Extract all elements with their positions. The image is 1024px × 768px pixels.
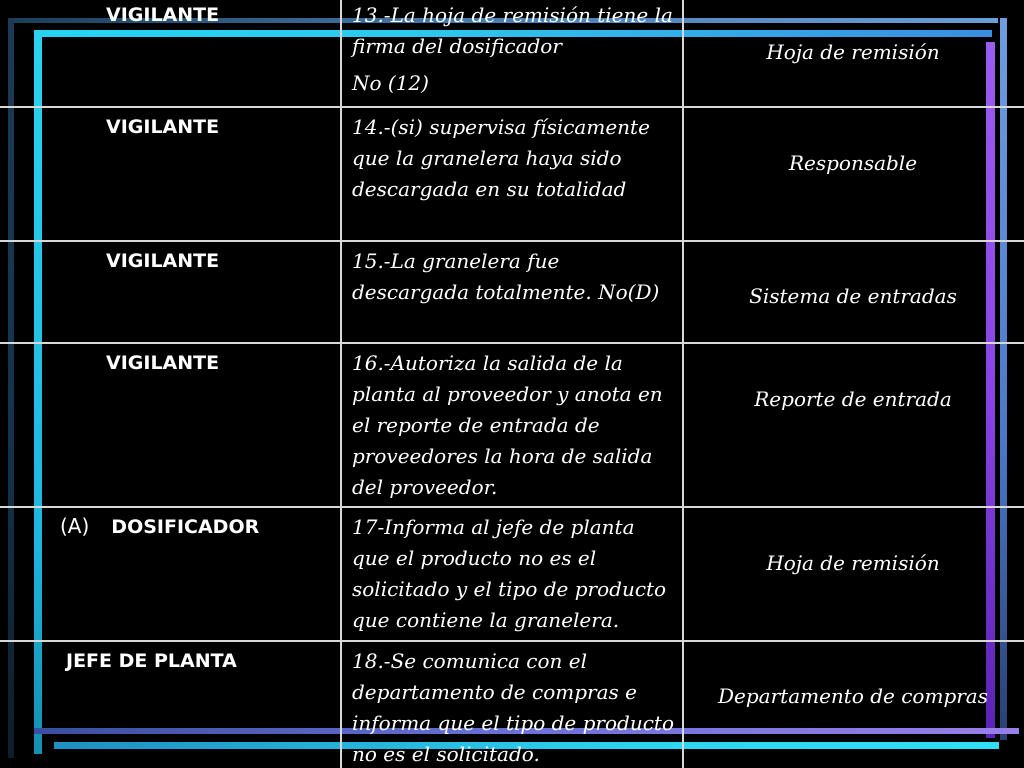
column-divider [682, 0, 684, 768]
frame-bar-left-outer [8, 18, 14, 758]
frame-bar-right-outer [1000, 18, 1007, 740]
actor-name: DOSIFICADOR [111, 516, 260, 538]
step-cell: 15.-La granelera fue descargada totalmente. No(D) [352, 249, 660, 304]
actor-cell: VIGILANTE [106, 116, 220, 138]
actor-cell: VIGILANTE [106, 352, 220, 374]
row-divider [0, 106, 1024, 108]
step-cell: 17-Informa al jefe de planta que el producto no es el solicitado y el tipo de producto que contiene la granelera. [352, 515, 667, 632]
row-divider [0, 506, 1024, 508]
actor-cell: JEFE DE PLANTA [66, 650, 237, 672]
step-text: 13.-La hoja de remisión tiene la firma del dosificador [352, 3, 673, 58]
frame-bar-left-inner [34, 30, 42, 754]
document-cell: Hoja de remisión [766, 551, 940, 575]
step-cell [352, 0, 678, 99]
step-extra-text: No (12) [352, 71, 429, 95]
row-divider [0, 342, 1024, 344]
column-divider [340, 0, 342, 768]
document-cell: Reporte de entrada [754, 387, 952, 411]
actor-cell: VIGILANTE [106, 250, 220, 272]
actor-cell [60, 514, 259, 538]
step-cell: 14.-(si) supervisa físicamente que la granelera haya sido descargada en su totalidad [352, 115, 650, 201]
document-cell: Responsable [788, 151, 918, 175]
row-divider [0, 240, 1024, 242]
step-cell: 16.-Autoriza la salida de la planta al proveedor y anota en el reporte de entrada de proveedores la hora de salida del proveedor. [352, 351, 663, 499]
decision-marker: (A) [60, 514, 90, 538]
row-divider [0, 640, 1024, 642]
actor-cell: VIGILANTE [106, 4, 220, 26]
document-cell: Sistema de entradas [749, 284, 957, 308]
step-cell: 18.-Se comunica con el departamento de compras e informa que el tipo de producto no es el solicitado. [352, 649, 674, 766]
document-cell: Departamento de compras [718, 684, 988, 708]
document-cell: Hoja de remisión [766, 40, 940, 64]
